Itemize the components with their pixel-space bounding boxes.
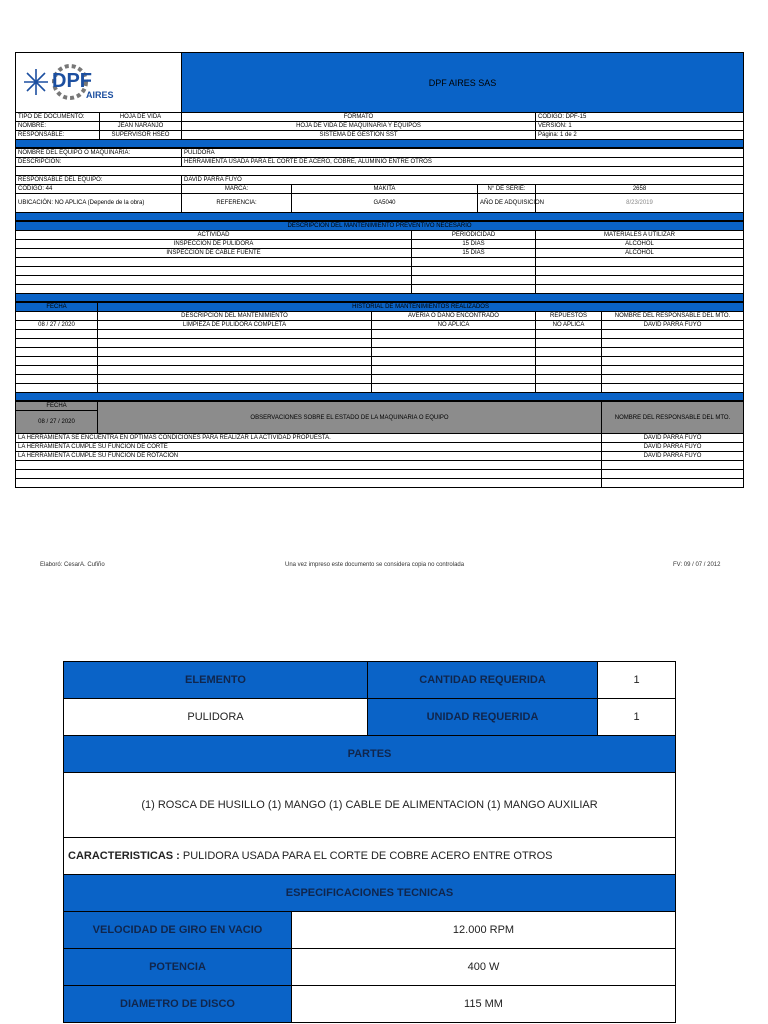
divider-bar [16, 294, 744, 302]
footer-nota: Una vez impreso este documento se considera copia no controlada [285, 562, 465, 568]
elemento-value: PULIDORA [64, 699, 368, 736]
partes-label: PARTES [64, 736, 676, 773]
maintenance-form [15, 52, 743, 488]
divider-bar [16, 140, 744, 148]
obs-title: OBSERVACIONES SOBRE EL ESTADO DE LA MAQUINARIA O EQUIPO [98, 402, 602, 434]
col-header: MATERIALES A UTILIZAR [536, 231, 744, 240]
sistema: SISTEMA DE GESTION SST [182, 131, 536, 140]
unidad-value: 1 [598, 699, 676, 736]
version: VERSIÓN: 1 [536, 122, 744, 131]
tipo-value: HOJA DE VIDA [100, 113, 182, 122]
logo-icon [16, 53, 136, 109]
hoja-title: HOJA DE VIDA DE MAQUINARIA Y EQUIPOS [182, 122, 536, 131]
obs-resp-header: NOMBRE DEL RESPONSABLE DEL MTO. [602, 402, 744, 434]
table-row [16, 285, 744, 294]
col-header: NOMBRE DEL RESPONSABLE DEL MTO. [602, 312, 744, 321]
equipo-nombre-label: NOMBRE DEL EQUIPO O MAQUINARIA: [16, 149, 182, 158]
svg-text:DPF: DPF [52, 70, 92, 92]
table-row [16, 330, 744, 339]
observaciones-table [15, 401, 744, 488]
resp-label: RESPONSABLE: [16, 131, 100, 140]
anio-value: 8/23/2019 [536, 194, 744, 213]
especificaciones-label: ESPECIFICACIONES TECNICAS [64, 875, 676, 912]
equipo-resp-value: DAVID PARRA FUYO [182, 176, 744, 185]
pagina: Página: 1 de 2 [536, 131, 744, 140]
preventivo-title: DESCRIPCIÓN DEL MANTENIMIENTO PREVENTIVO NECESARIO [16, 222, 744, 231]
resp-value: SUPERVISOR HSEO [100, 131, 182, 140]
table-row [16, 375, 744, 384]
table-row [16, 267, 744, 276]
col-header: DESCRIPCION DEL MANTENIMIENTO [98, 312, 372, 321]
footer-elaboro: Elaboró: CesarA. Cufiño [40, 562, 105, 568]
company-name: DPF AIRES SAS [182, 53, 744, 113]
table-row: 08 / 27 / 2020 LIMPIEZA DE PULIDORA COMPLETA NO APLICA NO APLICA DAVID PARRA FUYO [16, 321, 744, 330]
table-row: LA HERRAMIENTA CUMPLE SU FUNCION DE CORTE DAVID PARRA FUYO [16, 443, 744, 452]
marca-value: MAKITA [292, 185, 478, 194]
equipo-resp-label: RESPONSABLE DEL EQUIPO: [16, 176, 182, 185]
table-row [16, 348, 744, 357]
nombre-value: JEAN NARANJO [100, 122, 182, 131]
equipo-nombre-value: PULIDORA [182, 149, 744, 158]
caract-value: PULIDORA USADA PARA EL CORTE DE COBRE ACERO ENTRE OTROS [179, 850, 553, 862]
equipo-table [15, 148, 744, 221]
footer-fv: FV: 09 / 07 / 2012 [673, 562, 721, 568]
historial-fecha-label: FECHA [16, 303, 98, 312]
codigo: CODIGO: DPF-15 [536, 113, 744, 122]
table-row [16, 339, 744, 348]
obs-fecha-value: 08 / 27 / 2020 [16, 411, 98, 434]
col-header: ACTIVIDAD [16, 231, 412, 240]
unidad-label: UNIDAD REQUERIDA [368, 699, 598, 736]
nombre-label: NOMBRE: [16, 122, 100, 131]
divider-bar [16, 393, 744, 401]
caracteristicas [64, 838, 676, 875]
table-row [16, 479, 744, 488]
col-header: PERIODICIDAD [412, 231, 536, 240]
table-row [16, 276, 744, 285]
empty-row [16, 167, 744, 176]
table-row: INSPECCION DE PULIDORA 15 DIAS ALCOHOL [16, 240, 744, 249]
caract-label: CARACTERISTICAS : [68, 850, 180, 862]
table-row [16, 366, 744, 375]
header-table [15, 52, 744, 148]
serie-value: 2658 [536, 185, 744, 194]
anio-label: AÑO DE ADQUISICION [478, 194, 536, 213]
tipo-label: TIPO DE DOCUMENTO: [16, 113, 100, 122]
table-row [16, 357, 744, 366]
divider-bar [16, 213, 744, 221]
obs-fecha-label: FECHA [16, 402, 98, 411]
spec-row: DIAMETRO DE DISCO 115 MM [64, 986, 676, 1023]
specs-sheet [63, 661, 675, 1023]
equipo-desc-value: HERRAMIENTA USADA PARA EL CORTE DE ACERO, COBRE, ALUMINIO ENTRE OTROS [182, 158, 744, 167]
ubicacion-label: UBICACIÓN: NO APLICA (Depende de la obra) [16, 194, 182, 213]
codigo-label: CÓDIGO: 44 [16, 185, 182, 194]
table-row: INSPECCION DE CABLE FUENTE 15 DIAS ALCOHOL [16, 249, 744, 258]
table-row [16, 461, 744, 470]
referencia-label: REFERENCIA: [182, 194, 292, 213]
elemento-label: ELEMENTO [64, 662, 368, 699]
referencia-value: GA5040 [292, 194, 478, 213]
historial-table [15, 302, 744, 401]
table-row: LA HERRAMIENTA SE ENCUENTRA EN OPTIMAS CONDICIONES PARA REALIZAR LA ACTIVIDAD PROPUESTA. DAVID PARRA FUYO [16, 434, 744, 443]
table-row: LA HERRAMIENTA CUMPLE SU FUNCION DE ROTACION DAVID PARRA FUYO [16, 452, 744, 461]
preventivo-table [15, 221, 744, 302]
spec-row: VELOCIDAD DE GIRO EN VACIO 12.000 RPM [64, 912, 676, 949]
marca-label: MARCA: [182, 185, 292, 194]
col-header: AVERIA O DAÑO ENCONTRADO [372, 312, 536, 321]
equipo-desc-label: DESCRIPCION: [16, 158, 182, 167]
table-row [16, 258, 744, 267]
spec-row: POTENCIA 400 W [64, 949, 676, 986]
svg-text:AIRES: AIRES [86, 90, 114, 100]
col-header: REPUESTOS [536, 312, 602, 321]
table-row [16, 470, 744, 479]
formato: FORMATO [182, 113, 536, 122]
table-row [16, 384, 744, 393]
serie-label: N° DE SERIE: [478, 185, 536, 194]
historial-title: HISTORIAL DE MANTENIMIENTOS REALIZADOS [98, 303, 744, 312]
cantidad-value: 1 [598, 662, 676, 699]
cantidad-label: CANTIDAD REQUERIDA [368, 662, 598, 699]
partes-value: (1) ROSCA DE HUSILLO (1) MANGO (1) CABLE DE ALIMENTACION (1) MANGO AUXILIAR [64, 773, 676, 838]
company-logo [16, 53, 182, 113]
